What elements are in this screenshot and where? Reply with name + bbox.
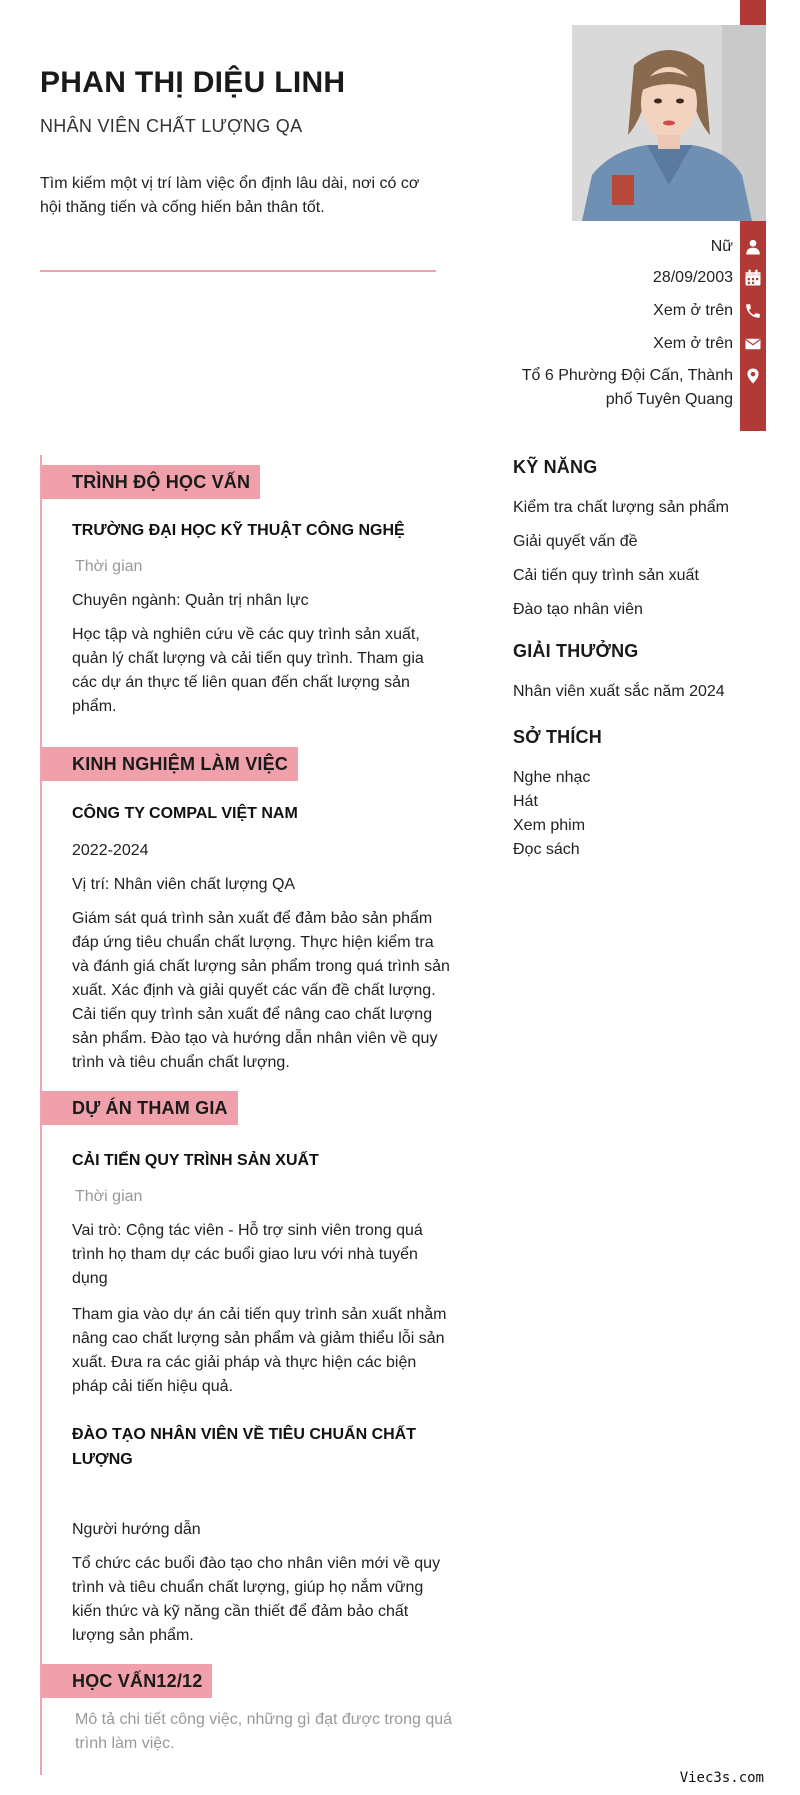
awards-heading: GIẢI THƯỞNG [513,641,639,661]
phone-value: Xem ở trên [653,302,733,319]
experience-description: Giám sát quá trình sản xuất để đảm bảo sản phẩm đáp ứng tiêu chuẩn chất lượng. Thực hiện kiểm tra và đánh giá chất lượng sản phẩm trong quá trình sản xuất. Xác định và giải quyết các vấn đề chất lượng. Cải tiến quy trình sản xuất để nâng cao chất lượng sản phẩm. Đào tạo và hướng dẫn nhân viên về quy trình và tiêu chuẩn chất lượng. [72,910,450,1071]
profile-photo [572,25,766,221]
gender-value: Nữ [710,238,733,255]
address-value: Tổ 6 Phường Đội Cấn, Thành phố Tuyên Quang [521,367,733,408]
candidate-name: PHAN THỊ DIỆU LINH [40,66,346,99]
location-pin-icon [741,364,765,388]
header-divider [40,270,436,272]
phone-icon [741,299,765,323]
project-title: ĐÀO TẠO NHÂN VIÊN VỀ TIÊU CHUẨN CHẤT LƯỢNG [72,1426,417,1468]
hobby-item: Đọc sách [513,841,580,858]
career-summary: Tìm kiếm một vị trí làm việc ổn định lâu dài, nơi có cơ hội thăng tiến và cống hiến bản thân tốt. [40,175,420,216]
birthday-value: 28/09/2003 [652,269,733,286]
education-heading: TRÌNH ĐỘ HỌC VẤN [42,465,260,499]
skills-heading: KỸ NĂNG [513,457,598,477]
skill-item: Đào tạo nhân viên [513,601,643,618]
extra-education-heading: HỌC VẤN12/12 [42,1664,212,1698]
experience-heading: KINH NGHIỆM LÀM VIỆC [42,747,298,781]
skill-item: Giải quyết vấn đề [513,533,638,550]
hobby-item: Nghe nhạc [513,769,591,786]
hobby-item: Hát [513,793,538,810]
project-description: Tổ chức các buổi đào tạo cho nhân viên mới về quy trình và tiêu chuẩn chất lượng, giúp họ nắm vững kiến thức và kỹ năng cần thiết để đảm bảo chất lượng sản phẩm. [72,1555,441,1644]
school-name: TRƯỜNG ĐẠI HỌC KỸ THUẬT CÔNG NGHỆ [72,522,405,539]
projects-heading: DỰ ÁN THAM GIA [42,1091,238,1125]
skill-item: Cải tiến quy trình sản xuất [513,567,699,584]
mail-icon [741,332,765,356]
project-title: CẢI TIẾN QUY TRÌNH SẢN XUẤT [72,1152,319,1169]
project-description: Tham gia vào dự án cải tiến quy trình sản xuất nhằm nâng cao chất lượng sản phẩm và giảm thiểu lỗi sản xuất. Đưa ra các giải pháp và thực hiện các biện pháp cải tiến hiệu quả. [72,1306,447,1395]
profile-photo-illustration [572,25,766,221]
watermark: Viec3s.com [679,1770,764,1786]
hobby-item: Xem phim [513,817,586,834]
company-name: CÔNG TY COMPAL VIỆT NAM [72,805,298,822]
education-major: Chuyên ngành: Quản trị nhân lực [72,592,309,609]
education-time: Thời gian [75,558,143,575]
experience-period: 2022-2024 [72,842,149,859]
award-item: Nhân viên xuất sắc năm 2024 [513,683,725,700]
person-icon [741,235,765,259]
side-accent-top [740,0,766,25]
extra-description-placeholder: Mô tả chi tiết công việc, những gì đạt được trong quá trình làm việc. [75,1711,453,1752]
candidate-role: NHÂN VIÊN CHẤT LƯỢNG QA [40,116,303,136]
calendar-icon [741,266,765,290]
education-description: Học tập và nghiên cứu về các quy trình sản xuất, quản lý chất lượng và cải tiến quy trình. Tham gia các dự án thực tế liên quan đến chất lượng sản phẩm. [72,626,424,715]
hobbies-heading: SỞ THÍCH [513,727,602,747]
project-time: Thời gian [75,1188,143,1205]
email-value: Xem ở trên [653,335,733,352]
project-role: Người hướng dẫn [72,1521,201,1538]
experience-position: Vị trí: Nhân viên chất lượng QA [72,876,296,893]
project-role: Vai trò: Cộng tác viên - Hỗ trợ sinh viên trong quá trình họ tham dự các buổi giao lưu với nhà tuyển dụng [72,1222,423,1287]
skill-item: Kiểm tra chất lượng sản phẩm [513,499,729,516]
